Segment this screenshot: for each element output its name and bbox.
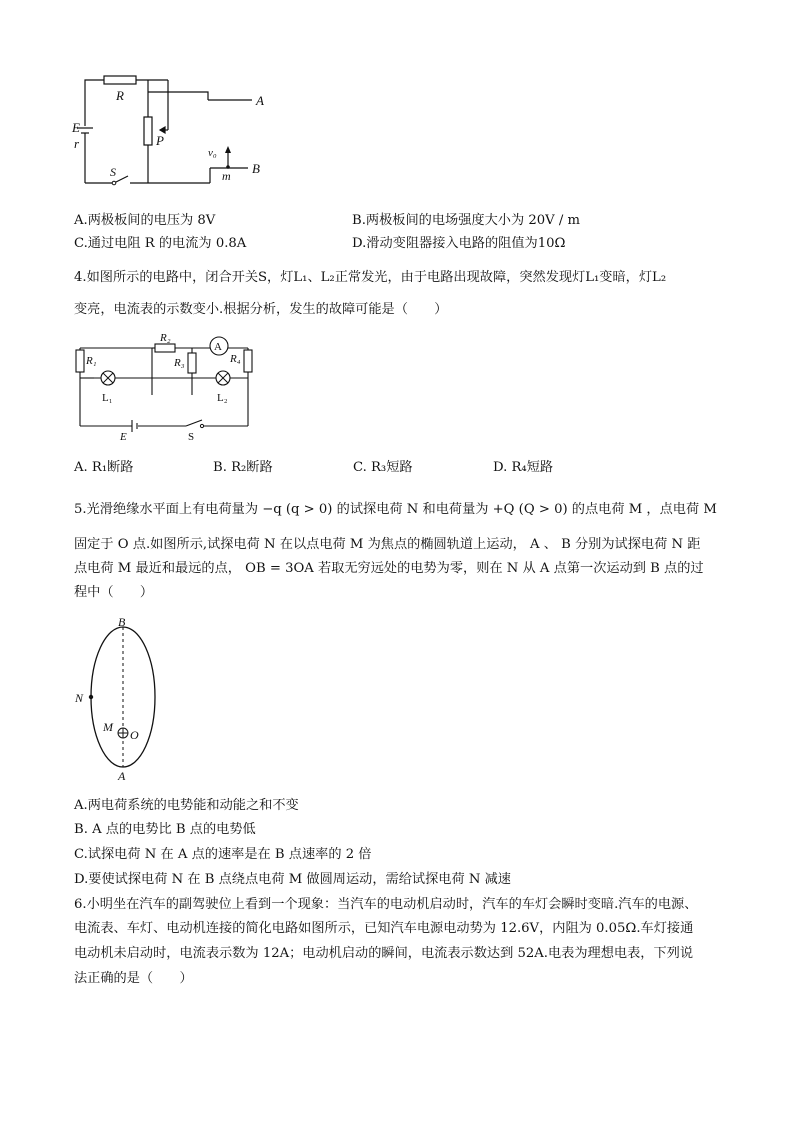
q6-stem-line-4: 法正确的是（ ）: [74, 971, 193, 986]
q5-option-c: C.试探电荷 N 在 A 点的速率是在 B 点速率的 2 倍: [74, 847, 372, 862]
q4-label-ammeter: A: [214, 341, 222, 353]
q4-label-R1: R₁: [86, 355, 97, 367]
q5-stem-line-4: 程中（ ）: [74, 585, 154, 600]
q4-option-d: D. R₄短路: [493, 460, 554, 475]
q5-label-M: M: [103, 720, 113, 734]
q4-label-L1: L₁: [102, 392, 113, 404]
q4-label-R4: R₄: [230, 353, 241, 365]
q5-option-d: D.要使试探电荷 N 在 B 点绕点电荷 M 做圆周运动，需给试探电荷 N 减速: [74, 872, 511, 887]
q5-ellipse-figure: [70, 615, 170, 785]
q6-stem-line-1: 6.小明坐在汽车的副驾驶位上看到一个现象：当汽车的电动机启动时，汽车的车灯会瞬时变暗.汽车的电源、: [74, 897, 698, 912]
q3-option-d: D.滑动变阻器接入电路的阻值为10Ω: [352, 236, 566, 251]
q3-option-a: A.两极板间的电压为 8V: [74, 213, 216, 228]
q3-label-E: E: [72, 120, 80, 135]
q3-label-r: r: [74, 136, 80, 151]
q5-label-N: N: [75, 691, 84, 705]
q4-option-c: C. R₃短路: [353, 460, 413, 475]
q3-label-m: m: [222, 169, 231, 183]
q3-label-v0: v₀: [208, 147, 217, 159]
q4-label-L2: L₂: [217, 392, 228, 404]
q5-label-A: A: [118, 769, 126, 783]
q6-stem-line-3: 电动机未启动时，电流表示数为 12A；电动机启动的瞬间，电流表示数达到 52A.电表为理想电表，下列说: [74, 946, 694, 961]
q5-stem-line-2: 固定于 O 点.如图所示,试探电荷 N 在以点电荷 M 为焦点的椭圆轨道上运动， A 、 B 分别为试探电荷 N 距: [74, 537, 701, 552]
q4-label-R2: R₂: [160, 332, 171, 344]
q4-label-S: S: [188, 431, 195, 442]
q4-stem-line-2: 变亮，电流表的示数变小.根据分析，发生的故障可能是（ ）: [74, 302, 448, 317]
q5-option-a: A.两电荷系统的电势能和动能之和不变: [74, 798, 299, 813]
q3-label-S: S: [110, 165, 116, 179]
q5-stem-line-1: 5.光滑绝缘水平面上有电荷量为 −q (q > 0) 的试探电荷 N 和电荷量为 +Q (Q > 0) 的点电荷 M ，点电荷 M: [74, 502, 717, 517]
q5-stem-line-3: 点电荷 M 最近和最远的点， OB = 3OA 若取无穷远处的电势为零，则在 N 从 A 点第一次运动到 B 点的过: [74, 561, 704, 576]
q3-label-B: B: [252, 161, 260, 176]
q4-stem-line-1: 4.如图所示的电路中，闭合开关S，灯L₁、L₂正常发光，由于电路出现故障，突然发现灯L₁变暗，灯L₂: [74, 270, 667, 285]
q3-label-R: R: [116, 88, 124, 103]
q4-option-a: A. R₁断路: [74, 460, 134, 475]
q5-label-B: B: [118, 615, 126, 629]
q3-label-A: A: [256, 93, 264, 108]
q4-circuit-figure: [70, 330, 270, 442]
q4-option-b: B. R₂断路: [213, 460, 273, 475]
q3-circuit-figure: [70, 70, 280, 195]
q5-label-O: O: [130, 728, 139, 742]
q5-option-b: B. A 点的电势比 B 点的电势低: [74, 822, 256, 837]
q3-label-P: P: [156, 133, 164, 148]
q4-label-E: E: [120, 431, 127, 442]
q3-option-b: B.两极板间的电场强度大小为 20V / m: [352, 213, 580, 228]
q6-stem-line-2: 电流表、车灯、电动机连接的简化电路如图所示，已知汽车电源电动势为 12.6V，内阻为 0.05Ω.车灯接通: [74, 921, 694, 936]
q3-option-c: C.通过电阻 R 的电流为 0.8A: [74, 236, 247, 251]
q4-label-R3: R₃: [174, 357, 185, 369]
